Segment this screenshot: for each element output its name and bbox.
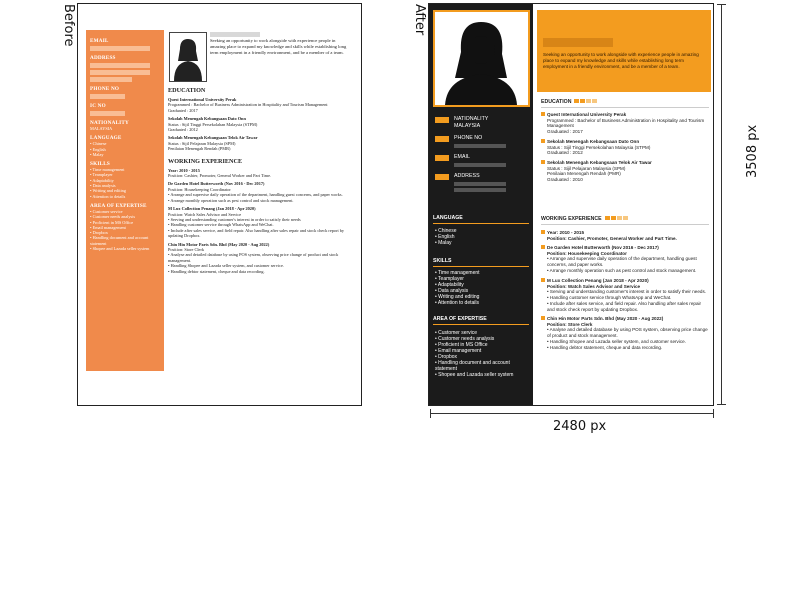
entry: [541, 139, 709, 156]
entry-title: De Garden Hotel Butterworth (Nov 2016 - Dec 2017): [168, 181, 265, 187]
before-address-heading: ADDRESS: [90, 55, 116, 61]
entry-line: • Analyse and detailed database by using POS system, observing price change of product and stock management.: [168, 252, 339, 263]
entry-title: Sekolah Menengah Kebangsaan Dato Onn: [168, 116, 246, 122]
entry-title: Quest International University Perak: [168, 97, 237, 102]
blurred-text: [90, 111, 125, 116]
entry-line: Programmed : Bachelor of Business Administration in Hospitality and Tourism Management: [168, 102, 328, 108]
height-dimension-line: [721, 4, 722, 405]
before-nationality-heading: NATIONALITY: [90, 120, 129, 126]
before-work-list: [168, 168, 353, 274]
list-item: • Time management: [90, 167, 125, 173]
list-item: • Chinese: [435, 228, 457, 234]
entry-line: Position: Watch Sales Advisor and Service: [168, 211, 242, 217]
entry-line: Penilaian Menengah Rendah (PMR): [168, 146, 231, 152]
entry-line: Position: Housekeeping Coordinator: [547, 250, 627, 256]
list-item: • Malay: [435, 240, 452, 246]
orange-square-icon: [541, 245, 545, 249]
entry-line: • Include after sales service, and field repair. Also handling after sales repair and stock check report by updating Dropbox.: [168, 227, 345, 239]
list-item: • Customer needs analysis: [90, 214, 136, 220]
list-item: • Dropbox: [90, 230, 108, 236]
after-sidebar: [429, 4, 533, 406]
after-expertise-heading: AREA OF EXPERTISE: [433, 316, 529, 325]
list-item: • Customer service: [90, 208, 123, 214]
list-item: • Writing and editing: [90, 188, 126, 194]
entry-line: Position: Cashier, Promoter, General Worker and Part Time.: [168, 173, 272, 179]
after-header: [537, 10, 711, 92]
list-item: • Writing and editing: [435, 294, 480, 300]
entry-line: Graduated : 2012: [547, 150, 583, 156]
width-label: 2480 px: [553, 419, 607, 434]
entry-line: Position: Housekeeping Coordinator: [168, 186, 231, 192]
orange-square-icon: [541, 278, 545, 282]
entry-line: • Arrange monthly operation such as pest control and stock management.: [547, 267, 697, 273]
blurred-name: [543, 38, 613, 47]
list-item: • Data analysis: [90, 183, 116, 189]
blurred-text: [454, 163, 506, 167]
before-expertise-list: [90, 209, 160, 251]
after-expertise-list: [435, 330, 529, 378]
entry-line: Status : Sijil Tinggi Persekolahan Malaysia (STPM): [168, 121, 258, 127]
person-silhouette-icon: [435, 12, 528, 105]
list-item: • Attention to details: [435, 300, 480, 306]
after-label: After: [412, 4, 427, 36]
entry-line: • Include after sales service, and field repair. Also handling after sales repair and stock check report by updating Dropbox.: [547, 300, 702, 312]
before-work-heading: WORKING EXPERIENCE: [168, 157, 243, 165]
list-item: • Adaptability: [435, 282, 464, 288]
entry-line: • Handling debtor statement, cheque and data recording.: [168, 268, 265, 274]
orange-square-icon: [435, 155, 449, 161]
entry: [541, 278, 709, 312]
entry-line: Penilaian Menengah Rendah (PMR): [547, 171, 621, 177]
list-item: • Adaptability: [90, 177, 114, 183]
after-profile-photo: [433, 10, 530, 107]
after-skills-list: [435, 270, 529, 306]
list-item: • Dropbox: [435, 354, 458, 360]
entry-line: Position: Cashier, Promoter, General Worker and Part Time.: [547, 235, 677, 241]
entry-line: • Handling customer service through WhatsApp and WeChat.: [547, 295, 672, 301]
section-dots: [605, 216, 629, 222]
objective-text: Seeking an opportunity to work alongside with experience people in amazing place to expand my knowledge and skills while establishing long term employment in a friendly environment, and be a member of a team.: [543, 52, 699, 69]
entry: [541, 316, 709, 350]
before-education-heading: EDUCATION: [168, 87, 206, 94]
list-item: • Teamplayer: [90, 172, 113, 178]
blurred-text: [90, 63, 150, 68]
list-item: • English: [90, 146, 106, 152]
entry-line: • Handling Shopee and Lazada seller system, and customer service.: [168, 263, 284, 269]
entry-line: • Serving and understanding customer's interest in order to satisfy their needs: [168, 216, 301, 222]
list-item: • Teamplayer: [435, 276, 464, 282]
list-item: • Proficient in MS Office: [90, 219, 134, 225]
before-language-heading: LANGUAGE: [90, 135, 122, 142]
contact-label: NATIONALITY: [454, 116, 489, 122]
after-language-list: [435, 228, 529, 246]
entry-title: M Lux Collection Penang (Jan 2018 - Apr 2020): [168, 206, 256, 212]
objective-text: Seeking an opportunity to work alongside with experience people in amazing place to expand my knowledge and skills while establishing long term employment in a friendly environment, and be a member of a team.: [210, 38, 347, 55]
before-objective: [210, 32, 350, 56]
width-dimension-line: [430, 413, 714, 414]
blurred-text: [454, 182, 506, 186]
entry-title: Chin Hin Motor Parts Sdn. Bhd (May 2020 - Aug 2022): [168, 241, 270, 247]
entry-line: Graduated : 2017: [168, 107, 198, 113]
list-item: • Shopee and Lazada seller system: [435, 372, 514, 378]
entry-line: • Serving and understanding customer's interest in order to satisfy their needs.: [547, 289, 707, 295]
contact-value: MALAYSIA: [454, 122, 481, 129]
before-ic-heading: IC NO: [90, 103, 106, 109]
entry-line: • Analyse and detailed database by using POS system, observing price change of product and stock management.: [547, 327, 708, 339]
orange-square-icon: [435, 174, 449, 180]
height-label: 3508 px: [745, 124, 760, 178]
entry-title: Chin Hin Motor Parts Sdn. Bhd (May 2020 - Aug 2022): [547, 316, 664, 321]
entry-title: De Garden Hotel Butterworth (Nov 2016 - Dec 2017): [547, 245, 659, 250]
after-resume: [428, 3, 714, 406]
contact-label: EMAIL: [454, 154, 470, 160]
orange-square-icon: [541, 160, 545, 164]
list-item: • Attention to details: [90, 193, 126, 199]
blurred-name: [210, 32, 260, 37]
entry-title: Sekolah Menengah Kebangsaan Telok Air Tawar: [168, 135, 258, 141]
blurred-text: [454, 188, 506, 192]
entry: [541, 230, 709, 241]
after-education-heading: EDUCATION: [541, 99, 598, 105]
list-item: • English: [435, 234, 455, 240]
blurred-text: [90, 70, 150, 75]
before-education-list: [168, 97, 353, 152]
orange-square-icon: [435, 136, 449, 142]
contact-label: PHONE NO: [454, 135, 483, 141]
before-label: Before: [61, 4, 76, 47]
list-item: • Chinese: [90, 141, 107, 147]
entry-title: Year: 2010 - 2015: [168, 167, 200, 173]
before-profile-photo: [169, 32, 207, 82]
before-sidebar: [86, 30, 164, 371]
list-item: • Data analysis: [435, 288, 469, 294]
before-phone-heading: PHONE NO: [90, 86, 120, 92]
entry-line: Status : Sijil Pelajaran Malaysia (SPM): [547, 165, 626, 171]
entry: [541, 112, 709, 135]
entry-title: Sekolah Menengah Kebangsaan Dato Onn: [547, 139, 640, 144]
entry-line: Position: Watch Sales Advisor and Service: [547, 283, 641, 289]
list-item: • Email management: [435, 348, 482, 354]
blurred-text: [90, 46, 150, 51]
entry-title: Quest International University Perak: [547, 112, 627, 117]
before-expertise-heading: AREA OF EXPERTISE: [90, 202, 147, 209]
entry-line: Status : Sijil Tinggi Persekolahan Malaysia (STPM): [547, 144, 651, 150]
entry-line: • Arrange and supervise daily operation of the department, handling guest concerns, and paper works.: [168, 192, 343, 198]
entry-line: Position: Store Clerk: [547, 321, 593, 327]
orange-square-icon: [541, 112, 545, 116]
orange-square-icon: [541, 230, 545, 234]
after-language-heading: LANGUAGE: [433, 215, 529, 224]
blurred-text: [90, 77, 132, 82]
entry-line: Status : Sijil Pelajaran Malaysia (SPM): [168, 140, 236, 146]
entry-line: • Handling customer service through WhatsApp and WeChat.: [168, 222, 274, 228]
before-skills-list: [90, 167, 160, 199]
entry-title: Sekolah Menengah Kebangsaan Telok Air Tawar: [547, 160, 652, 165]
list-item: • Customer needs analysis: [435, 336, 495, 342]
contact-label: ADDRESS: [454, 173, 480, 179]
list-item: • Handling document and account statement: [435, 360, 510, 372]
entry-line: • Handling debtor statement, cheque and data recording.: [547, 344, 663, 350]
entry-title: Year: 2010 - 2015: [547, 230, 585, 235]
list-item: • Handling document and account statement: [90, 235, 149, 246]
blurred-text: [90, 94, 125, 99]
entry-line: Graduated : 2010: [547, 177, 583, 183]
entry-line: Position: Store Clerk: [168, 246, 205, 252]
before-language-list: [90, 141, 160, 157]
entry-line: Programmed : Bachelor of Business Administration in Hospitality and Tourism Management: [547, 117, 705, 129]
blurred-text: [454, 144, 506, 148]
after-work-heading: WORKING EXPERIENCE: [541, 216, 629, 222]
list-item: • Shopee and Lazada seller system: [90, 246, 150, 252]
before-nationality: MALAYSIA: [90, 126, 113, 131]
entry-line: • Arrange and supervise daily operation of the department, handling guest concerns, and paper works.: [547, 256, 697, 268]
list-item: • Malay: [90, 151, 104, 157]
entry: [541, 160, 709, 183]
orange-square-icon: [541, 316, 545, 320]
list-item: • Time management: [435, 270, 480, 276]
divider: [541, 224, 709, 225]
entry-title: M Lux Collection Penang (Jan 2018 - Apr 2020): [547, 278, 649, 283]
before-skills-heading: SKILLS: [90, 161, 110, 168]
section-dots: [574, 99, 598, 105]
list-item: • Email management: [90, 224, 126, 230]
orange-square-icon: [435, 117, 449, 123]
entry-line: • Arrange monthly operation such as pest control and stock management.: [168, 197, 294, 203]
entry: [541, 245, 709, 274]
entry-line: Graduated : 2012: [168, 127, 198, 133]
before-email-heading: EMAIL: [90, 38, 109, 44]
after-skills-heading: SKILLS: [433, 258, 529, 267]
list-item: • Proficient in MS Office: [435, 342, 488, 348]
orange-square-icon: [541, 139, 545, 143]
person-silhouette-icon: [170, 33, 206, 81]
entry-line: Graduated : 2017: [547, 129, 583, 135]
before-resume: [77, 3, 362, 406]
list-item: • Customer service: [435, 330, 478, 336]
divider: [541, 107, 709, 108]
entry-line: • Handling Shopee and Lazada seller system, and customer service.: [547, 338, 686, 344]
